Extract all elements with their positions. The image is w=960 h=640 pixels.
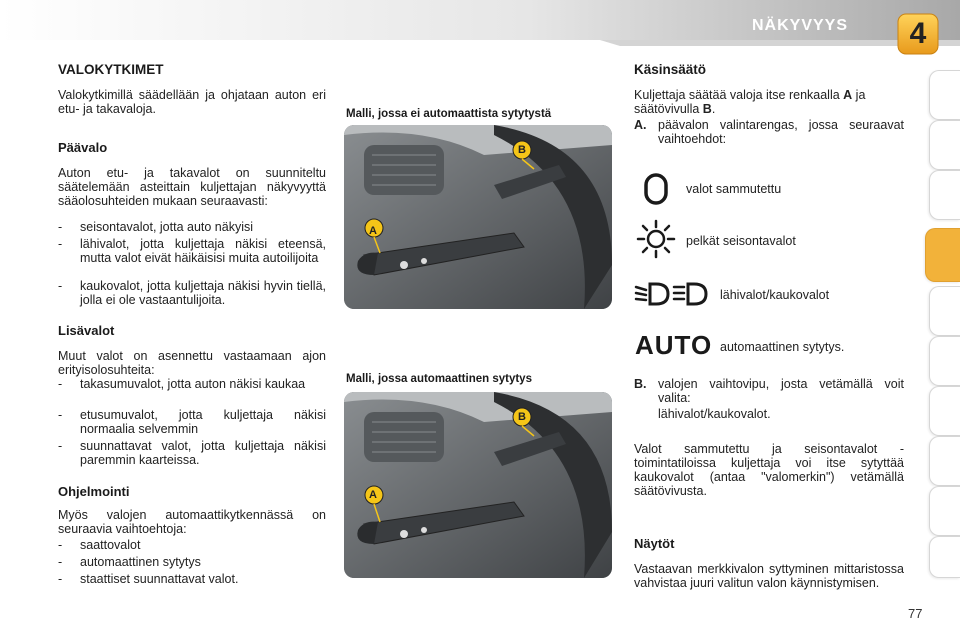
item-b-label: B. (634, 377, 647, 391)
list-item: - staattiset suunnattavat valot. (58, 572, 239, 586)
label-b: B (518, 411, 526, 423)
stalk-photo-manual (344, 125, 612, 309)
chapter-number: 4 (909, 17, 927, 50)
option-label: pelkät seisontavalot (686, 234, 796, 248)
ohjelmointi-text: Myös valojen automaattikytkennässä on seuraavia vaihtoehtoja: (58, 508, 326, 536)
intro-text: Valokytkimillä säädellään ja ohjataan auton eri etu- ja takavaloja. (58, 88, 326, 116)
list-item: - saattovalot (58, 538, 141, 552)
item-b-sub: lähivalot/kaukovalot. (658, 407, 771, 421)
chapter-tab[interactable] (929, 170, 960, 220)
option-label: automaattinen sytytys. (720, 340, 845, 354)
naytot-text: Vastaavan merkkivalon syttyminen mittaristossa vahvistaa juuri valitun valon käynnistymisen. (634, 562, 904, 590)
chapter-tab[interactable] (929, 336, 960, 386)
chapter-tab[interactable] (929, 120, 960, 170)
ring-off-icon (643, 172, 669, 206)
option-label: lähivalot/kaukovalot (720, 288, 830, 302)
stalk-photo-auto (344, 392, 612, 578)
item-a-text: päävalon valintarengas, jossa seuraavat vaihtoehdot: (658, 118, 904, 146)
ohjelmointi-heading: Ohjelmointi (58, 484, 130, 499)
photo-caption-auto: Malli, jossa automaattinen sytytys (346, 373, 532, 385)
chapter-tab[interactable] (929, 486, 960, 536)
item-a-label: A. (634, 118, 647, 132)
list-item: - seisontavalot, jotta auto näkyisi (58, 220, 254, 234)
list-item: - takasumuvalot, jotta auton näkisi kaukaa (58, 377, 306, 391)
naytot-heading: Näytöt (634, 536, 675, 551)
flash-paragraph: Valot sammutettu ja seisontavalot -toimintatiloissa kuljettaja voi itse sytyttää kaukovalot (antaa "valomerkin") vetämällä säätövivusta. (634, 442, 904, 498)
auto-icon: AUTO (635, 330, 713, 360)
kasinsaato-intro: Kuljettaja säätää valoja itse renkaalla A ja säätövivulla B. (634, 88, 866, 116)
option-label: valot sammutettu (686, 182, 782, 196)
label-a: A (369, 225, 377, 237)
list-item: - suunnattavat valot, jotta kuljettaja näkisi paremmin kaarteissa. (58, 439, 326, 467)
list-item: - automaattinen sytytys (58, 555, 201, 569)
headlight-icon (634, 281, 708, 307)
list-item: - etusumuvalot, jotta kuljettaja näkisi normaalia selvemmin (58, 408, 326, 436)
label-b: B (518, 144, 526, 156)
sidelight-icon (636, 219, 676, 259)
list-item: - kaukovalot, jotta kuljettaja näkisi hyvin tiellä, jolla ei ole vastaantulijoita. (58, 279, 326, 307)
header-title: NÄKYVYYS (752, 17, 849, 34)
chapter-tab[interactable] (929, 436, 960, 486)
chapter-tab-active[interactable] (925, 228, 960, 282)
photo-caption-manual: Malli, jossa ei automaattista sytytystä (346, 108, 552, 120)
section-title: VALOKYTKIMET (58, 62, 164, 77)
chapter-tab[interactable] (929, 70, 960, 120)
paavalo-heading: Päävalo (58, 140, 108, 155)
chapter-tab[interactable] (929, 536, 960, 578)
lisavalot-heading: Lisävalot (58, 323, 115, 338)
chapter-tab[interactable] (929, 286, 960, 336)
paavalo-text: Auton etu- ja takavalot on suunniteltu säätelemään asteittain kuljettajan näkyvyyttä sääolosuhteiden mukaan seuraavasti: (58, 166, 326, 208)
kasinsaato-heading: Käsinsäätö (634, 62, 707, 77)
chapter-tab[interactable] (929, 386, 960, 436)
page-number: 77 (908, 606, 923, 621)
lisavalot-text: Muut valot on asennettu vastaamaan ajon erityisolosuhteita: (58, 349, 326, 377)
label-a: A (369, 489, 377, 501)
list-item: - lähivalot, jotta kuljettaja näkisi eteensä, mutta valot eivät häikäisisi muita autoilijoita (58, 237, 326, 265)
item-b-text: valojen vaihtovipu, josta vetämällä voit valita: (658, 377, 904, 405)
